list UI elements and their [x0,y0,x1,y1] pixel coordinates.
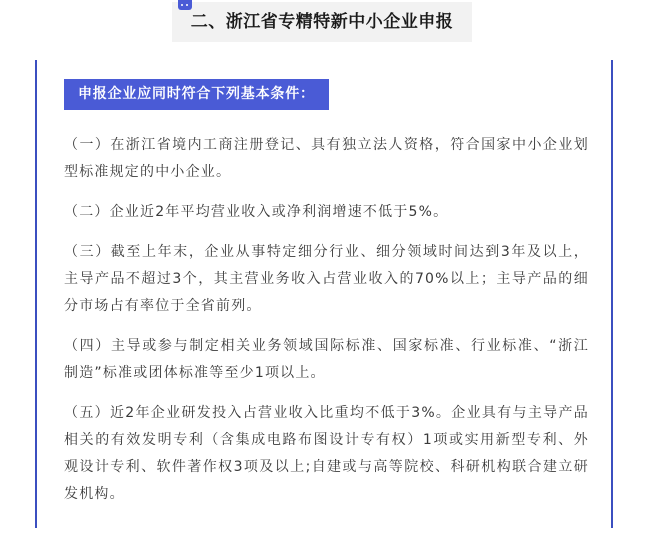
section-title: 二、浙江省专精特新中小企业申报 [190,12,454,32]
section-title-box [172,2,472,42]
condition-item-5: （五）近2年企业研发投入占营业收入比重均不低于3%。企业具有与主导产品相关的有效发明专利（含集成电路布图设计专有权）1项或实用新型专利、外观设计专利、软件著作权3项及以上;自建或与高等院校、科研机构联合建立研发机构。 [64,405,589,502]
conditions-banner: 申报企业应同时符合下列基本条件： [64,79,329,110]
condition-item-4: （四）主导或参与制定相关业务领域国际标准、国家标准、行业标准、“浙江制造”标准或团体标准等至少1项以上。 [64,338,589,381]
condition-item-3: （三）截至上年末，企业从事特定细分行业、细分领域时间达到3年及以上，主导产品不超过3个，其主营业务收入占营业收入的70%以上；主导产品的细分市场占有率位于全省前列。 [64,244,589,314]
condition-item-1: （一）在浙江省境内工商注册登记、具有独立法人资格，符合国家中小企业划型标准规定的中小企业。 [64,137,589,180]
condition-item-2: （二）企业近2年平均营业收入或净利润增速不低于5%。 [64,204,449,220]
conditions-list [64,132,589,521]
